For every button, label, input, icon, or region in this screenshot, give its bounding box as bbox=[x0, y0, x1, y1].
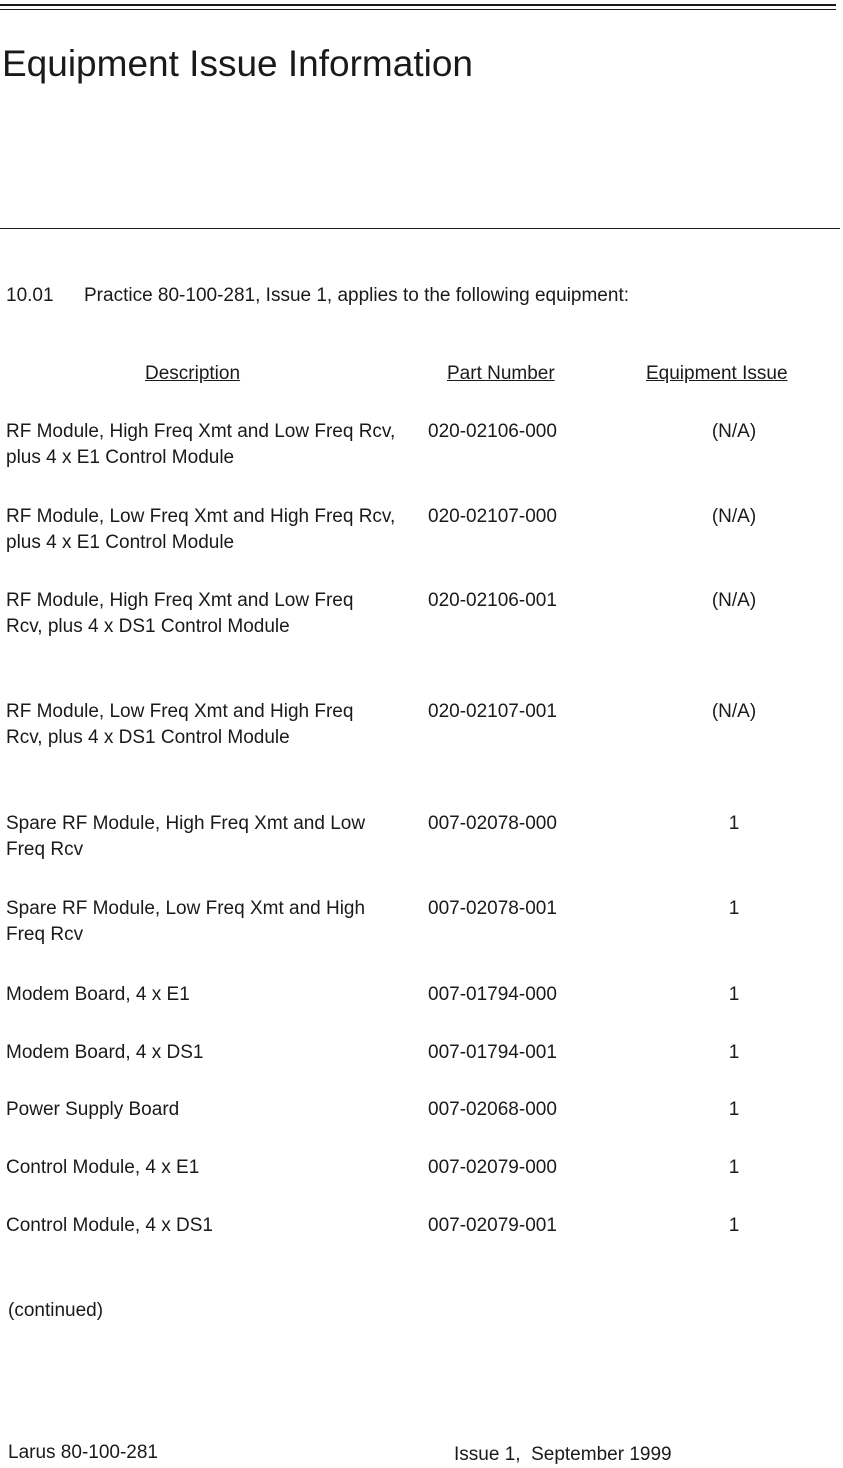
row-description: Control Module, 4 x DS1 bbox=[6, 1215, 213, 1236]
row-part-number: 007-01794-000 bbox=[428, 984, 557, 1005]
row-equipment-issue: (N/A) bbox=[711, 421, 757, 442]
row-equipment-issue: (N/A) bbox=[711, 701, 757, 722]
row-part-number: 007-02079-001 bbox=[428, 1215, 557, 1236]
row-part-number: 020-02106-001 bbox=[428, 590, 557, 611]
top-rule-thin bbox=[0, 9, 836, 10]
column-header-equipment-issue: Equipment Issue bbox=[646, 363, 788, 384]
row-part-number: 007-02078-001 bbox=[428, 898, 557, 919]
row-description: Control Module, 4 x E1 bbox=[6, 1157, 200, 1178]
continued-note: (continued) bbox=[8, 1300, 104, 1321]
row-equipment-issue: 1 bbox=[728, 1042, 740, 1063]
row-part-number: 020-02107-001 bbox=[428, 701, 557, 722]
row-part-number: 007-02078-000 bbox=[428, 813, 557, 834]
row-description: RF Module, Low Freq Xmt and High Freq Rcv, plus 4 x DS1 Control Module bbox=[6, 701, 354, 748]
row-description: Modem Board, 4 x E1 bbox=[6, 984, 190, 1005]
footer-issue-date: Issue 1, September 1999 bbox=[454, 1444, 672, 1465]
row-equipment-issue: 1 bbox=[728, 1099, 740, 1120]
row-part-number: 007-01794-001 bbox=[428, 1042, 557, 1063]
row-equipment-issue: 1 bbox=[728, 1157, 740, 1178]
top-rule-thick bbox=[0, 4, 836, 6]
footer-document-id: Larus 80-100-281 bbox=[8, 1442, 158, 1463]
row-equipment-issue: 1 bbox=[728, 898, 740, 919]
row-equipment-issue: (N/A) bbox=[711, 590, 757, 611]
row-description: Spare RF Module, Low Freq Xmt and High Freq Rcv bbox=[6, 898, 366, 945]
row-part-number: 020-02106-000 bbox=[428, 421, 557, 442]
row-description: Modem Board, 4 x DS1 bbox=[6, 1042, 204, 1063]
column-header-part-number: Part Number bbox=[447, 363, 555, 384]
row-description: Spare RF Module, High Freq Xmt and Low Freq Rcv bbox=[6, 813, 366, 860]
paragraph-number: 10.01 bbox=[6, 285, 54, 306]
row-equipment-issue: 1 bbox=[728, 813, 740, 834]
row-description: Power Supply Board bbox=[6, 1099, 180, 1120]
row-equipment-issue: 1 bbox=[728, 984, 740, 1005]
row-part-number: 020-02107-000 bbox=[428, 506, 557, 527]
row-description: RF Module, High Freq Xmt and Low Freq Rcv, plus 4 x DS1 Control Module bbox=[6, 590, 354, 637]
row-description: RF Module, High Freq Xmt and Low Freq Rcv, plus 4 x E1 Control Module bbox=[6, 421, 396, 468]
row-description: RF Module, Low Freq Xmt and High Freq Rcv, plus 4 x E1 Control Module bbox=[6, 506, 396, 553]
section-rule bbox=[0, 228, 840, 229]
row-equipment-issue: (N/A) bbox=[711, 506, 757, 527]
page-title: Equipment Issue Information bbox=[2, 43, 473, 84]
row-equipment-issue: 1 bbox=[728, 1215, 740, 1236]
intro-text: Practice 80-100-281, Issue 1, applies to the following equipment: bbox=[84, 285, 629, 306]
row-part-number: 007-02068-000 bbox=[428, 1099, 557, 1120]
intro-paragraph bbox=[6, 283, 629, 309]
column-header-description: Description bbox=[145, 363, 241, 384]
row-part-number: 007-02079-000 bbox=[428, 1157, 557, 1178]
